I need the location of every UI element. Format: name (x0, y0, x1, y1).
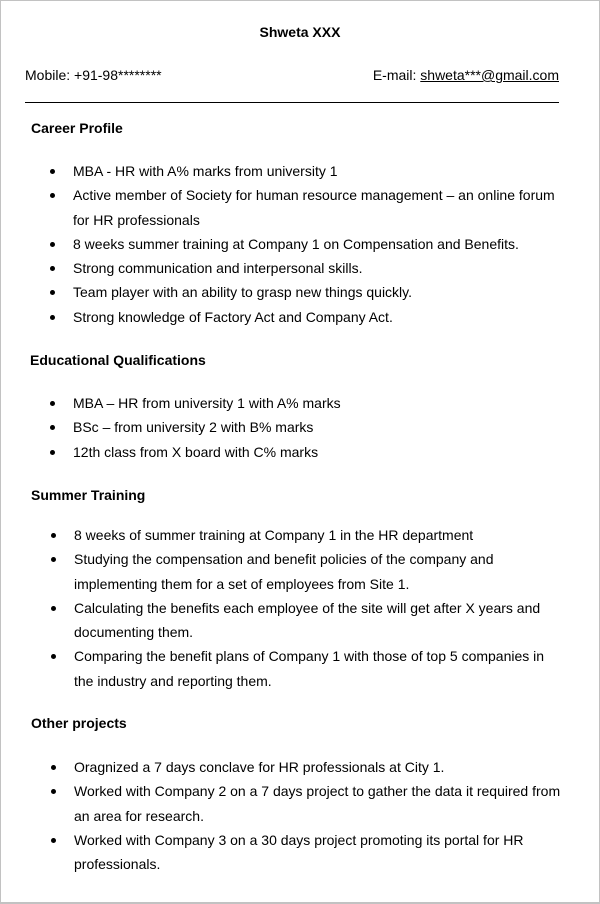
email-label: E-mail: (372, 67, 421, 83)
list-item-text: MBA – HR from university 1 with A% marks (73, 395, 341, 411)
list-item (0, 256, 600, 280)
bullet-icon (51, 606, 56, 611)
list-item (0, 183, 600, 232)
other-projects-list (0, 755, 600, 876)
list-item (0, 755, 600, 779)
section-heading-summer-training: Summer Training (31, 487, 146, 503)
bullet-icon (50, 242, 55, 247)
bullet-icon (50, 401, 55, 406)
list-item (0, 779, 600, 828)
list-item-text: 8 weeks summer training at Company 1 on Compensation and Benefits. (73, 235, 519, 252)
bullet-icon (51, 533, 56, 538)
list-item-text: Oragnized a 7 days conclave for HR professionals at City 1. (74, 759, 445, 775)
list-item-text: Strong communication and interpersonal skills. (73, 260, 363, 277)
list-item-text: 12th class from X board with C% marks (73, 443, 319, 460)
list-item (0, 391, 600, 415)
bullet-icon (51, 557, 56, 562)
bullet-icon (50, 193, 55, 198)
list-item-text: Worked with Company 2 on a 7 days project to gather the data it required from an area for research. (74, 783, 561, 824)
bullet-icon (50, 266, 55, 271)
section-heading-other-projects: Other projects (31, 715, 127, 731)
list-item-text: BSc – from university 2 with B% marks (73, 419, 314, 436)
header-divider (25, 102, 559, 103)
list-item (0, 280, 600, 304)
list-item (0, 305, 600, 329)
list-item (0, 523, 600, 547)
resume-name: Shweta XXX (259, 24, 341, 40)
bullet-icon (50, 169, 55, 174)
list-item-text: 8 weeks of summer training at Company 1 in the HR department (74, 527, 474, 543)
education-list (0, 391, 600, 464)
list-item-text: Active member of Society for human resource management – an online forum for HR professionals (73, 187, 555, 228)
list-item (0, 232, 600, 256)
section-heading-career-profile: Career Profile (31, 120, 123, 136)
bullet-icon (50, 425, 55, 430)
bullet-icon (51, 789, 56, 794)
list-item (0, 547, 600, 596)
list-item (0, 596, 600, 645)
list-item-text: Strong knowledge of Factory Act and Company Act. (73, 308, 393, 325)
list-item (0, 440, 600, 464)
list-item-text: Team player with an ability to grasp new things quickly. (73, 284, 413, 301)
bullet-icon (51, 765, 56, 770)
list-item (0, 159, 600, 183)
bullet-icon (50, 450, 55, 455)
list-item-text: Worked with Company 3 on a 30 days project promoting its portal for HR professionals. (74, 831, 524, 873)
list-item (0, 828, 600, 877)
email-block (373, 65, 559, 85)
email-link[interactable]: shweta***@gmail.com (420, 67, 559, 83)
section-heading-educational-qualifications: Educational Qualifications (30, 352, 206, 368)
summer-training-list (0, 523, 600, 693)
mobile-number: Mobile: +91-98******** (25, 67, 162, 83)
bullet-icon (51, 654, 56, 659)
list-item-text: Comparing the benefit plans of Company 1 with those of top 5 companies in the industry and reporting them. (74, 648, 545, 689)
list-item (0, 415, 600, 439)
bullet-icon (51, 838, 56, 843)
list-item (0, 644, 600, 693)
career-profile-list (0, 159, 600, 329)
bullet-icon (50, 290, 55, 295)
list-item-text: Studying the compensation and benefit policies of the company and implementing them for a set of employees from Site 1. (74, 551, 494, 592)
list-item-text: Calculating the benefits each employee of the site will get after X years and documenting them. (74, 599, 541, 641)
list-item-text: MBA - HR with A% marks from university 1 (73, 163, 338, 179)
bullet-icon (50, 315, 55, 320)
